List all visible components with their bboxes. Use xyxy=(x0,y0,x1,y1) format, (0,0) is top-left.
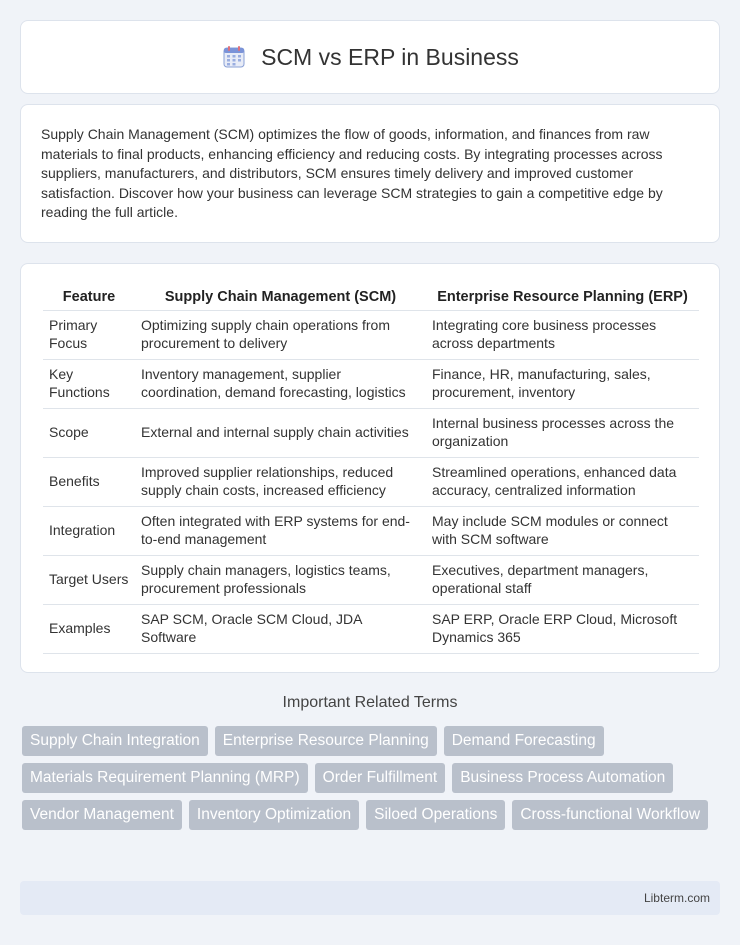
related-term-tag[interactable]: Vendor Management xyxy=(22,800,182,830)
header-card xyxy=(20,20,720,94)
table-row xyxy=(43,457,699,506)
footer xyxy=(20,881,720,915)
related-term-tag[interactable]: Demand Forecasting xyxy=(444,726,604,756)
related-term-tag[interactable]: Supply Chain Integration xyxy=(22,726,208,756)
calendar-icon xyxy=(221,44,247,70)
page-title: SCM vs ERP in Business xyxy=(261,43,519,70)
related-term-tag[interactable]: Order Fulfillment xyxy=(315,763,446,793)
row-erp: Executives, department managers, operational staff xyxy=(426,555,699,604)
row-feature: Target Users xyxy=(43,555,135,604)
row-feature: Primary Focus xyxy=(43,310,135,359)
column-header-scm: Supply Chain Management (SCM) xyxy=(164,289,397,306)
table-row xyxy=(43,506,699,555)
row-feature: Integration xyxy=(43,506,135,555)
table-row xyxy=(43,310,699,359)
intro-card xyxy=(20,104,720,243)
row-scm: Often integrated with ERP systems for end-to-end management xyxy=(135,506,426,555)
table-row xyxy=(43,555,699,604)
row-erp: Finance, HR, manufacturing, sales, procurement, inventory xyxy=(426,359,699,408)
row-scm: SAP SCM, Oracle SCM Cloud, JDA Software xyxy=(135,604,426,653)
title-wrap xyxy=(221,44,519,71)
related-term-tag[interactable]: Materials Requirement Planning (MRP) xyxy=(22,763,308,793)
row-scm: External and internal supply chain activities xyxy=(135,408,426,457)
comparison-table xyxy=(43,284,699,654)
row-erp: Integrating core business processes across departments xyxy=(426,310,699,359)
comparison-table-card xyxy=(20,263,720,673)
row-scm: Optimizing supply chain operations from procurement to delivery xyxy=(135,310,426,359)
row-scm: Supply chain managers, logistics teams, procurement professionals xyxy=(135,555,426,604)
related-term-tag[interactable]: Enterprise Resource Planning xyxy=(215,726,437,756)
related-terms-title: Important Related Terms xyxy=(282,694,458,711)
table-row xyxy=(43,408,699,457)
row-feature: Benefits xyxy=(43,457,135,506)
row-feature: Scope xyxy=(43,408,135,457)
table-row xyxy=(43,604,699,653)
column-header-feature: Feature xyxy=(62,289,116,306)
column-header-erp: Enterprise Resource Planning (ERP) xyxy=(437,289,688,306)
row-feature: Key Functions xyxy=(43,359,135,408)
related-term-tag[interactable]: Siloed Operations xyxy=(366,800,505,830)
related-term-tag[interactable]: Inventory Optimization xyxy=(189,800,359,830)
table-row xyxy=(43,359,699,408)
row-erp: Streamlined operations, enhanced data accuracy, centralized information xyxy=(426,457,699,506)
row-erp: SAP ERP, Oracle ERP Cloud, Microsoft Dynamics 365 xyxy=(426,604,699,653)
table-header-row xyxy=(43,284,699,310)
row-erp: Internal business processes across the organization xyxy=(426,408,699,457)
intro-text: Supply Chain Management (SCM) optimizes the flow of goods, information, and finances from raw materials to final products, enhancing efficiency and reducing costs. By integrating processes across suppliers, manufacturers, and distributors, SCM ensures timely delivery and improved customer satisfaction. Discover how your business can leverage SCM strategies to gain a competitive edge by reading the full article. xyxy=(41,126,663,221)
related-terms-list xyxy=(22,726,722,830)
row-erp: May include SCM modules or connect with SCM software xyxy=(426,506,699,555)
row-scm: Improved supplier relationships, reduced supply chain costs, increased efficiency xyxy=(135,457,426,506)
row-scm: Inventory management, supplier coordination, demand forecasting, logistics xyxy=(135,359,426,408)
footer-site-link[interactable]: Libterm.com xyxy=(643,891,710,905)
related-term-tag[interactable]: Cross-functional Workflow xyxy=(512,800,708,830)
row-feature: Examples xyxy=(43,604,135,653)
related-term-tag[interactable]: Business Process Automation xyxy=(452,763,673,793)
